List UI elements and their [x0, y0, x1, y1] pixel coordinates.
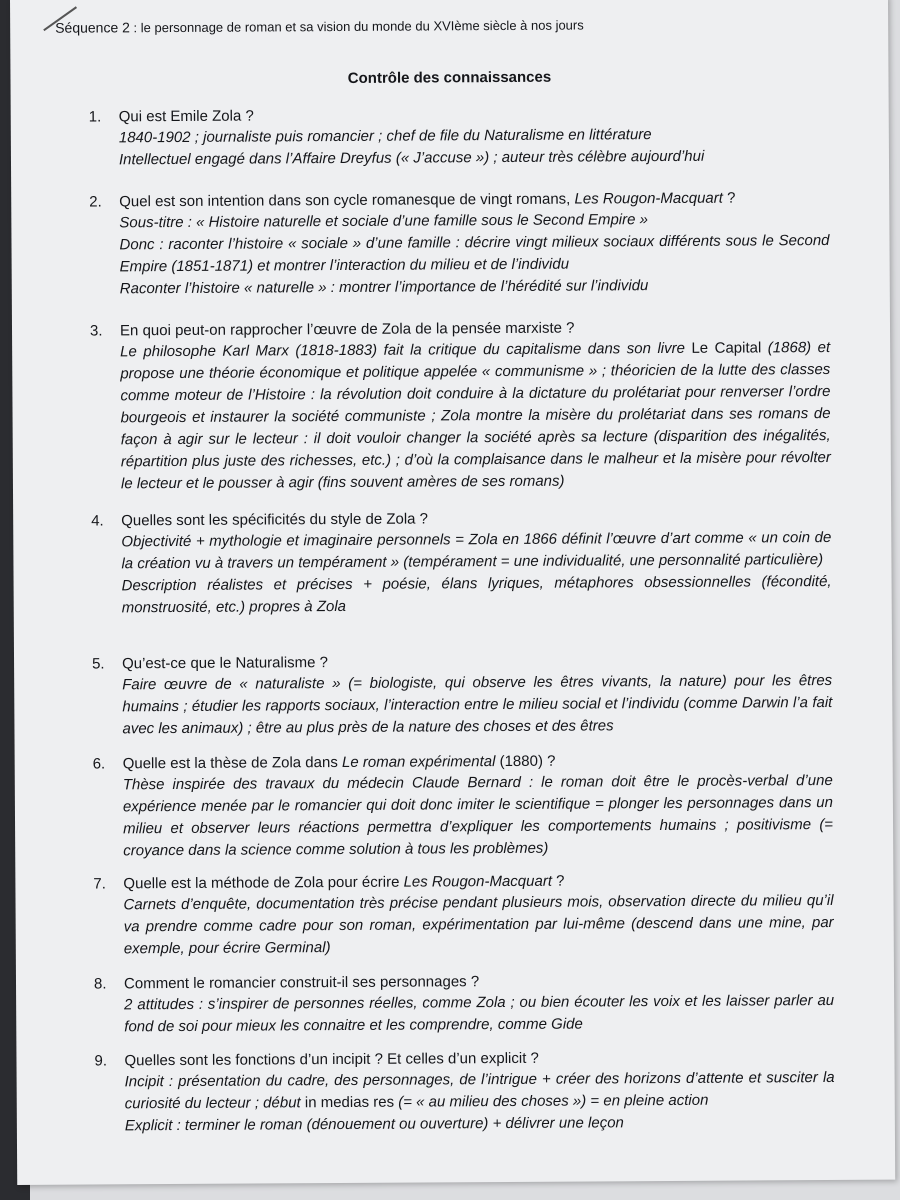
question-text-part: Quel est son intention dans son cycle romanesque de vingt romans, — [119, 190, 575, 211]
question-number: 5. — [92, 655, 105, 673]
answer-line: Thèse inspirée des travaux du médecin Claude Bernard : le roman doit être le procès-verbal d’une expérience menée par le romancier qui doit donc imiter le scientifique = plonger les personnages dans un milieu et observer leurs réactions permettra d’expliquer les comportements humains ; positivisme (= croyance dans la science comme solution à tous les problèmes) — [122, 771, 834, 860]
question-number: 8. — [93, 975, 107, 993]
question-9 — [94, 1047, 835, 1138]
question-number: 4. — [91, 512, 104, 530]
question-3 — [90, 317, 831, 496]
answer — [119, 208, 830, 300]
answer-line: 2 attitudes : s’inspirer de personnes réelles, comme Zola ; ou bien écouter les voix et les laisser parler au fond de soi pour mieux les connaitre et les comprendre, comme Gide — [124, 991, 835, 1036]
sequence-label: Séquence 2 — [55, 19, 130, 36]
question-text: Qui est Emile Zola ? — [118, 107, 254, 126]
question-number: 6. — [92, 755, 106, 773]
page-title: Contrôle des connaissances — [347, 68, 552, 87]
book-title: Le Capital — [691, 339, 762, 357]
answer-line: Intellectuel engagé dans l’Affaire Dreyfus (« J’accuse ») ; auteur très célèbre aujourd’hui — [118, 147, 705, 169]
answer — [124, 990, 834, 1038]
question-number: 2. — [89, 193, 102, 211]
answer-text: (1868) et propose une théorie économique et politique appelée « communisme » ; théoricien de la lutte des classes comme moteur de l’Histoire : la révolution doit conduire à la dictature du prolétariat pour renverser l’ordre bourgeois et instaurer la société communiste ; Zola montre la misère du prolétariat dans ses romans de façon à agir sur le lecteur : il doit vouloir changer la société après sa lecture (disparition des inégalités, répartition plus juste des richesses, etc.) ; d’où la complaisance dans le malheur et la misère pour révolter le lecteur et le pousser à agir (fins souvent amères de ses romans) — [120, 338, 831, 493]
question-2 — [89, 188, 830, 301]
answer-line: Description réalistes et précises + poésie, élans lyriques, métaphores obsessionnelles (fécondité, monstruosité, etc.) propres à Zola — [121, 572, 832, 617]
answer — [123, 890, 833, 960]
answer-line: Faire œuvre de « naturaliste » (= biologiste, qui observe les êtres vivants, la nature) pour les êtres humains ; étudier les rapports sociaux, l’interaction entre le milieu social et l’individu (comme Darwin l’a fait avec les animaux) ; être au plus près de la nature des choses et des êtres — [122, 671, 833, 738]
question-number: 1. — [88, 108, 102, 126]
question-text: Quelles sont les fonctions d’un incipit ? Et celles d’un explicit ? — [124, 1049, 539, 1070]
question-6 — [93, 750, 834, 863]
question-8 — [94, 970, 834, 1039]
question-text: Qu’est-ce que le Naturalisme ? — [122, 654, 329, 673]
question-text: En quoi peut-on rapprocher l’œuvre de Zola de la pensée marxiste ? — [119, 319, 575, 340]
answer — [121, 527, 832, 619]
paper-sheet — [10, 0, 895, 1185]
question-book-title: Les Rougon-Macquart — [403, 872, 553, 891]
answer-line: Carnets d’enquête, documentation très précise pendant plusieurs mois, observation directe du milieu qu’il va prendre comme cadre pour son roman, expérimentation par lui-même (descend dans une mine, par exemple, pour écrire Germinal) — [123, 891, 834, 958]
question-1 — [89, 103, 829, 172]
answer-text: (= « au milieu des choses ») = en pleine action — [394, 1091, 709, 1111]
question-number: 3. — [89, 322, 103, 340]
answer — [119, 123, 829, 171]
answer-line: Raconter l’histoire « naturelle » : montrer l’importance de l’hérédité sur l’individu — [119, 277, 649, 298]
question-7 — [93, 870, 834, 961]
question-text-part: ? — [722, 189, 736, 207]
sequence-header — [55, 16, 584, 35]
answer-paragraph — [120, 337, 831, 495]
answer-text: Le philosophe Karl Marx (1818-1883) fait la critique du capitalisme dans son livre — [120, 339, 692, 361]
answer — [122, 670, 832, 740]
answer-line: Donc : raconter l’histoire « sociale » d’une famille : décrire vingt milieux sociaux différents sous le Second Empire (1851-1871) et montrer l’interaction du milieu et de l’individu — [119, 231, 830, 276]
answer — [120, 337, 831, 495]
answer-line: Objectivité + mythologie et imaginaire personnels = Zola en 1866 définit l’œuvre d’art comme « un coin de la création vu à travers un tempérament » (tempérament = une individualité, une personnalité particulière) — [121, 528, 832, 573]
answer-text: Incipit : présentation du cadre, des personnages, de l’intrigue + créer des horizons d’attente et susciter la curiosité du lecteur ; début — [124, 1068, 835, 1113]
question-4 — [91, 507, 832, 620]
answer-line: 1840-1902 ; journaliste puis romancier ; chef de file du Naturalisme en littérature — [118, 126, 652, 147]
question-text: Quelles sont les spécificités du style de Zola ? — [121, 510, 429, 530]
question-book-title: Le roman expérimental — [341, 753, 496, 771]
answer-paragraph — [125, 1067, 835, 1115]
question-number: 7. — [93, 875, 106, 893]
answer-line: Sous-titre : « Histoire naturelle et sociale d’une famille sous le Second Empire » — [119, 211, 649, 232]
answer-line: Explicit : terminer le roman (dénouement ou ouverture) + délivrer une leçon — [124, 1114, 624, 1135]
question-text-part: Quelle est la thèse de Zola dans — [122, 753, 343, 773]
question-text-part: ? — [551, 872, 565, 890]
answer — [125, 1067, 835, 1137]
question-book-title: Les Rougon-Macquart — [574, 189, 723, 208]
question-text-part: Quelle est la méthode de Zola pour écrire — [123, 873, 404, 893]
question-text-part: (1880) ? — [495, 752, 556, 771]
latin-phrase: in medias res — [304, 1093, 395, 1112]
question-number: 9. — [94, 1052, 108, 1070]
sequence-subtitle: : le personnage de roman et sa vision du monde du XVIème siècle à nos jours — [129, 17, 584, 36]
question-text: Comment le romancier construit-il ses personnages ? — [123, 973, 480, 993]
answer — [123, 770, 834, 862]
question-5 — [92, 650, 833, 741]
